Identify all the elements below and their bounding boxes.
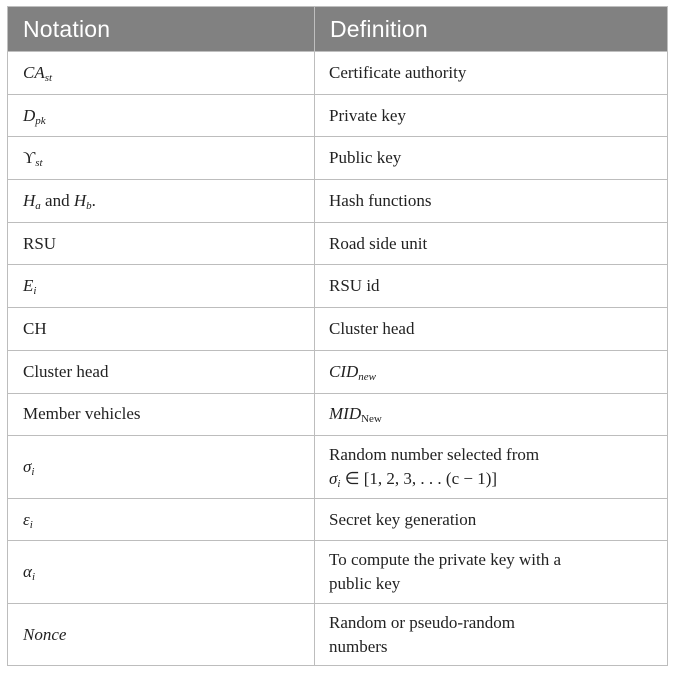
notation-cell: $E_i$	[8, 265, 315, 308]
notation-cell: RSU	[8, 222, 315, 265]
definition-cell: Certificate authority	[315, 52, 668, 95]
table-row	[8, 603, 668, 666]
definition-cell: Secret key generation	[315, 498, 668, 541]
definition-cell: Public key	[315, 137, 668, 180]
notation-cell: $D_{pk}$	[8, 94, 315, 137]
table-row	[8, 393, 668, 436]
header-definition: Definition	[315, 7, 668, 52]
definition-cell: Cluster head	[315, 308, 668, 351]
definition-cell: Private key	[315, 94, 668, 137]
definition-cell: Hash functions	[315, 180, 668, 223]
definition-cell: To compute the private key with a public key	[315, 541, 668, 604]
header-row	[8, 7, 668, 52]
notation-table	[7, 6, 668, 666]
table-row	[8, 350, 668, 393]
definition-cell: Random or pseudo-random numbers	[315, 603, 668, 666]
table-row	[8, 265, 668, 308]
notation-cell: $H_a$ and $H_b$.	[8, 180, 315, 223]
notation-cell: Cluster head	[8, 350, 315, 393]
definition-cell: Random number selected from $\sigma_i$ ∈ [1, 2, 3, . . . (c − 1)]	[315, 436, 668, 499]
notation-cell: Member vehicles	[8, 393, 315, 436]
table-row	[8, 222, 668, 265]
notation-cell: Nonce	[8, 603, 315, 666]
table-row	[8, 52, 668, 95]
header-notation: Notation	[8, 7, 315, 52]
notation-cell: $ϒ_{st}$	[8, 137, 315, 180]
definition-cell: $CID_{new}$	[315, 350, 668, 393]
table-row	[8, 498, 668, 541]
table-row	[8, 308, 668, 351]
notation-cell: $\sigma_i$	[8, 436, 315, 499]
definition-cell: $MID_{New}$	[315, 393, 668, 436]
table-row	[8, 436, 668, 499]
definition-cell: Road side unit	[315, 222, 668, 265]
table-row	[8, 180, 668, 223]
notation-cell: CH	[8, 308, 315, 351]
notation-cell: $CA_{st}$	[8, 52, 315, 95]
table-row	[8, 541, 668, 604]
table-row	[8, 94, 668, 137]
table-row	[8, 137, 668, 180]
notation-cell: $\varepsilon_i$	[8, 498, 315, 541]
definition-cell: RSU id	[315, 265, 668, 308]
notation-cell: $\alpha_i$	[8, 541, 315, 604]
